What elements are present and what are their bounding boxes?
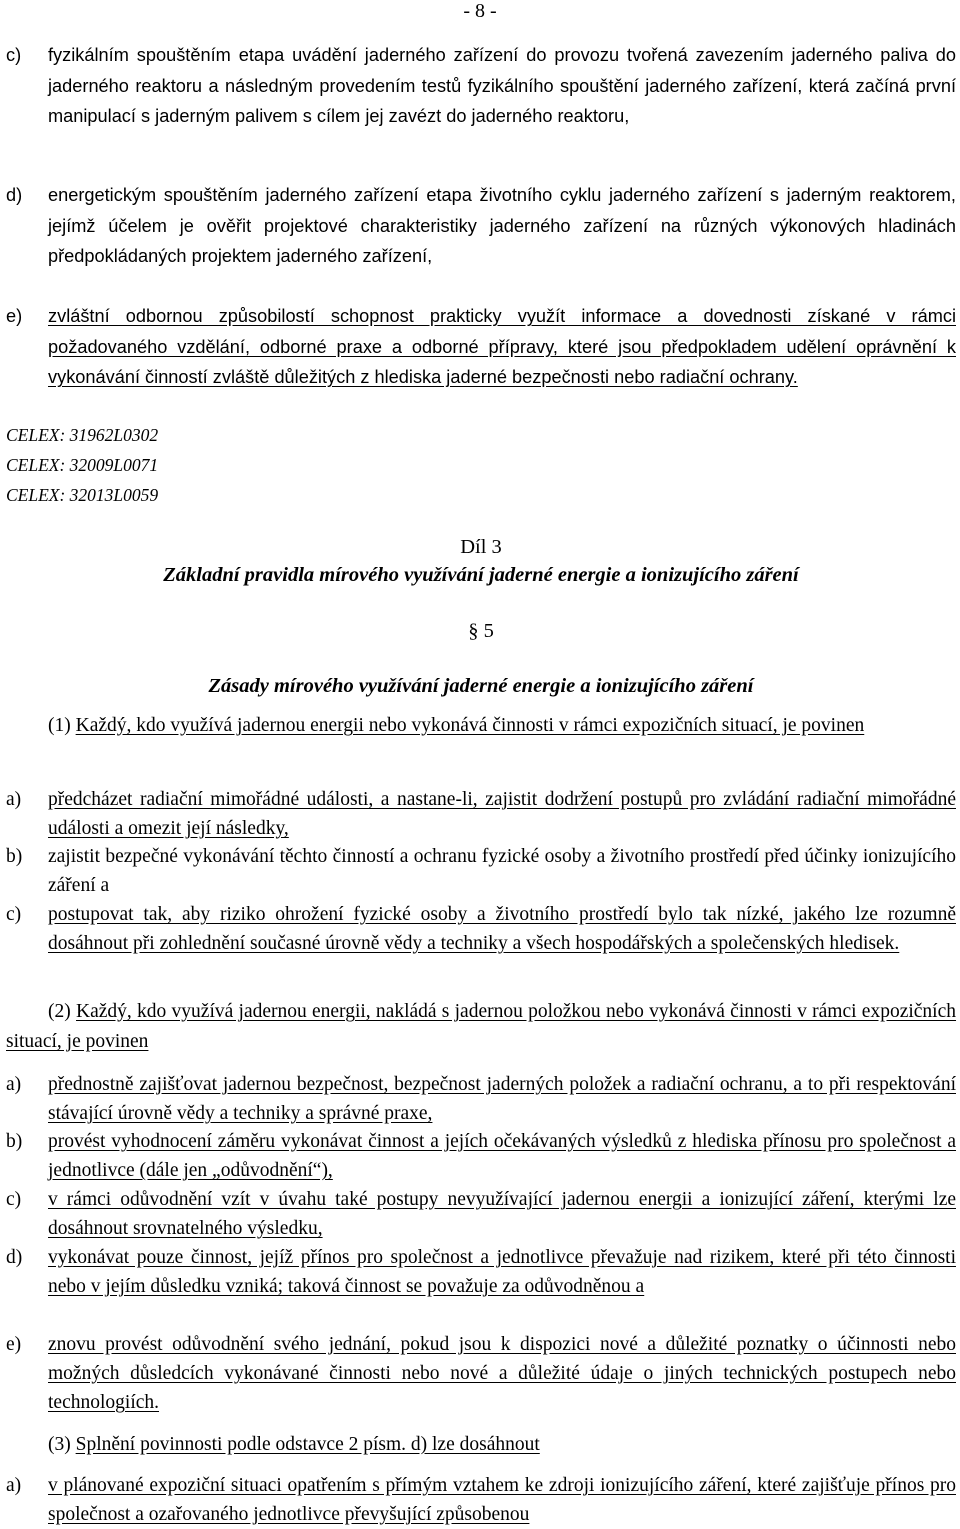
p3-item-a [6,1471,956,1529]
paragraph-1 [6,711,956,741]
paragraph-number: (3) [48,1434,71,1455]
section-number: § 5 [468,620,494,642]
paragraph-text: Každý, kdo využívá jadernou energii, nakládá s jadernou položkou nebo vykonává činnosti v rámci expozičních situací, je povinen [6,1001,957,1052]
celex-ref: CELEX: 32013L0059 [6,485,159,505]
paragraph-3 [6,1430,956,1460]
item-text: znovu provést odůvodnění svého jednání, pokud jsou k dispozici nové a důležité poznatky o účinnosti nebo možných důsledcích vykonávané činnosti nebo nové a důležité údaje o jiných technických postupech nebo technologiích. [48,1334,956,1413]
part-label: Díl 3 [460,536,502,558]
paragraph-text: Každý, kdo využívá jadernou energii nebo vykonává činnosti v rámci expozičních situací, je povinen [75,715,865,736]
p2-item-c [6,1185,956,1243]
celex-ref: CELEX: 31962L0302 [6,425,159,445]
celex-ref: CELEX: 32009L0071 [6,455,159,475]
p2-item-a [6,1070,956,1128]
item-label: c) [6,904,22,925]
item-label: a) [6,789,22,810]
item-text: zvláštní odbornou způsobilostí schopnost prakticky využít informace a dovednosti získané v rámci požadovaného vzdělání, odborné praxe a odborné přípravy, které jsou předpokladem udělení oprávnění k vykonávání činností zvláště důležitých z hlediska jaderné bezpečnosti nebo radiační ochrany. [48,306,956,387]
page-number: - 8 - [463,0,497,22]
item-text: provést vyhodnocení záměru vykonávat činnost a jejích očekávaných výsledků z hlediska přínosu pro společnost a jednotlivce (dále jen „odůvodnění“), [48,1131,956,1181]
item-label: d) [6,1247,23,1268]
paragraph-2 [6,997,956,1057]
p1-item-b [6,842,956,900]
item-label: e) [6,1334,22,1355]
definition-c [6,40,956,132]
item-label: c) [6,1189,22,1210]
item-text: předcházet radiační mimořádné události, a nastane-li, zajistit dodržení postupů pro zvládání radiační mimořádné události a omezit její následky, [48,789,956,839]
p2-item-d [6,1243,956,1301]
item-label: a) [6,1074,22,1095]
p1-item-a [6,785,956,843]
item-label: a) [6,1475,22,1496]
paragraph-number: (1) [48,715,71,736]
p1-item-c [6,900,956,958]
paragraph-text: Splnění povinnosti podle odstavce 2 písm. d) lze dosáhnout [75,1434,540,1455]
p2-item-e [6,1330,956,1417]
item-text: v plánované expoziční situaci opatřením s přímým vztahem ke zdroji ionizujícího záření, které zajišťuje přínos pro společnost a ozařovaného jednotlivce převyšující způsobenou [48,1475,956,1525]
item-label: b) [6,1131,23,1152]
item-text: vykonávat pouze činnost, jejíž přínos pro společnost a jednotlivce převažuje nad rizikem, které při této činnosti nebo v jejím důsledku vzniká; taková činnost se považuje za odůvodněnou a [48,1247,956,1297]
definition-d [6,180,956,272]
definition-e [6,301,956,393]
item-label: d) [6,185,23,205]
part-title: Základní pravidla mírového využívání jaderné energie a ionizujícího záření [163,564,799,586]
item-text: energetickým spouštěním jaderného zařízení etapa životního cyklu jaderného zařízení s jaderným reaktorem, jejímž účelem je ověřit projektové charakteristiky jaderného zařízení na různých výkonových hladinách předpokládaných projektem jaderného zařízení, [48,185,956,266]
section-title: Zásady mírového využívání jaderné energie a ionizujícího záření [208,675,754,697]
item-label: e) [6,306,23,326]
item-text: přednostně zajišťovat jadernou bezpečnost, bezpečnost jaderných položek a radiační ochranu, a to při respektování stávající úrovně vědy a techniky a správné praxe, [48,1074,956,1124]
item-label: b) [6,846,23,867]
item-text: v rámci odůvodnění vzít v úvahu také postupy nevyužívající jadernou energii a ionizující záření, kterými lze dosáhnout srovnatelného výsledku, [48,1189,956,1239]
item-text: fyzikálním spouštěním etapa uvádění jaderného zařízení do provozu tvořená zavezením jaderného paliva do jaderného reaktoru a následným provedením testů fyzikálního spouštění jaderného zařízení, která začíná první manipulací s jaderným palivem s cílem jej zavézt do jaderného reaktoru, [48,45,956,126]
p2-item-b [6,1127,956,1185]
item-text: zajistit bezpečné vykonávání těchto činností a ochranu fyzické osoby a životního prostředí před účinky ionizujícího záření a [48,846,956,896]
paragraph-number: (2) [48,1001,71,1022]
item-label: c) [6,45,22,65]
item-text: postupovat tak, aby riziko ohrožení fyzické osoby a životního prostředí bylo tak nízké, jakého lze rozumně dosáhnout při zohlednění současné úrovně vědy a techniky a všech hospodářských a společenských hledisek. [48,904,956,954]
